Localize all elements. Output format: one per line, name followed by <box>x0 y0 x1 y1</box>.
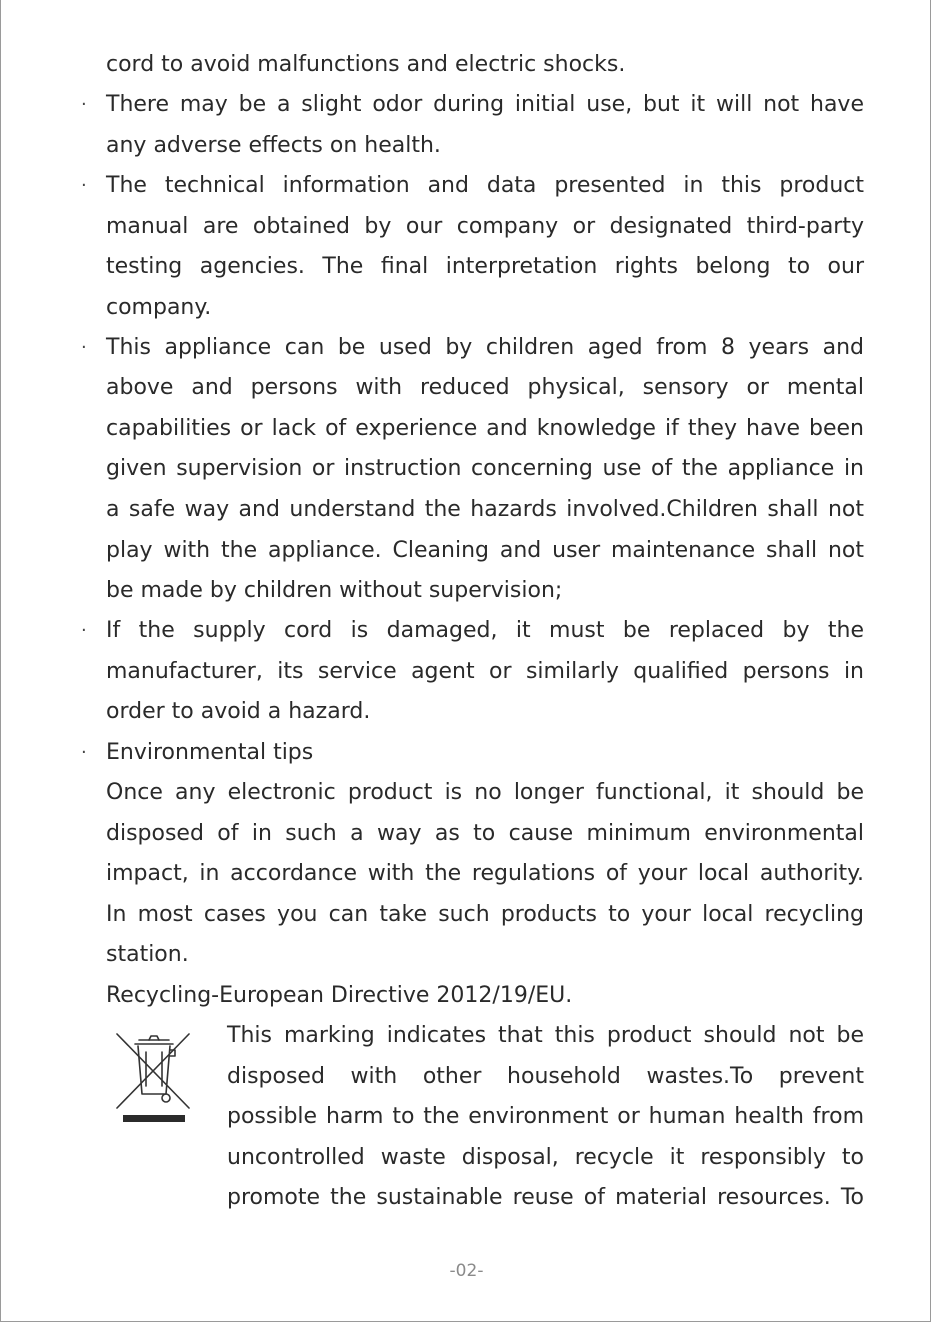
text-line: company. <box>106 295 212 320</box>
text-line: manufacturer, its service agent or similarly qualified persons in <box>106 659 864 684</box>
text-line: given supervision or instruction concerning use of the appliance in <box>106 456 864 481</box>
bullet-marker: · <box>81 620 87 641</box>
text-line: station. <box>106 942 189 967</box>
text-line: capabilities or lack of experience and knowledge if they have been <box>106 416 864 441</box>
text-line: There may be a slight odor during initial use, but it will not have <box>106 92 864 117</box>
text-line: order to avoid a hazard. <box>106 699 371 724</box>
text-line: disposed with other household wastes.To prevent <box>227 1064 864 1089</box>
section-heading: Environmental tips <box>106 740 314 765</box>
text-line: a safe way and understand the hazards involved.Children shall not <box>106 497 864 522</box>
page-number: -02- <box>449 1261 484 1281</box>
text-line: promote the sustainable reuse of material resources. To <box>227 1185 864 1210</box>
text-line: The technical information and data presented in this product <box>106 173 864 198</box>
text-line: possible harm to the environment or human health from <box>227 1104 864 1129</box>
text-line: This marking indicates that this product should not be <box>227 1023 864 1048</box>
text-line: play with the appliance. Cleaning and user maintenance shall not <box>106 538 864 563</box>
text-line: uncontrolled waste disposal, recycle it responsibly to <box>227 1145 864 1170</box>
text-line: This appliance can be used by children aged from 8 years and <box>106 335 864 360</box>
directive-line: Recycling-European Directive 2012/19/EU. <box>106 983 573 1008</box>
text-line: above and persons with reduced physical, sensory or mental <box>106 375 864 400</box>
text-line: impact, in accordance with the regulations of your local authority. <box>106 861 864 886</box>
bullet-marker: · <box>81 94 87 115</box>
text-line: In most cases you can take such products to your local recycling <box>106 902 864 927</box>
text-line: disposed of in such a way as to cause minimum environmental <box>106 821 864 846</box>
bullet-marker: · <box>81 337 87 358</box>
text-line: manual are obtained by our company or designated third-party <box>106 214 864 239</box>
crossed-out-wheelie-bin-icon <box>111 1028 195 1128</box>
text-line: be made by children without supervision; <box>106 578 563 603</box>
text-line: any adverse effects on health. <box>106 133 441 158</box>
text-line: cord to avoid malfunctions and electric shocks. <box>106 52 626 77</box>
text-line: testing agencies. The final interpretation rights belong to our <box>106 254 864 279</box>
bullet-marker: · <box>81 175 87 196</box>
text-line: Once any electronic product is no longer functional, it should be <box>106 780 864 805</box>
bullet-marker: · <box>81 742 87 763</box>
text-line: If the supply cord is damaged, it must be replaced by the <box>106 618 864 643</box>
